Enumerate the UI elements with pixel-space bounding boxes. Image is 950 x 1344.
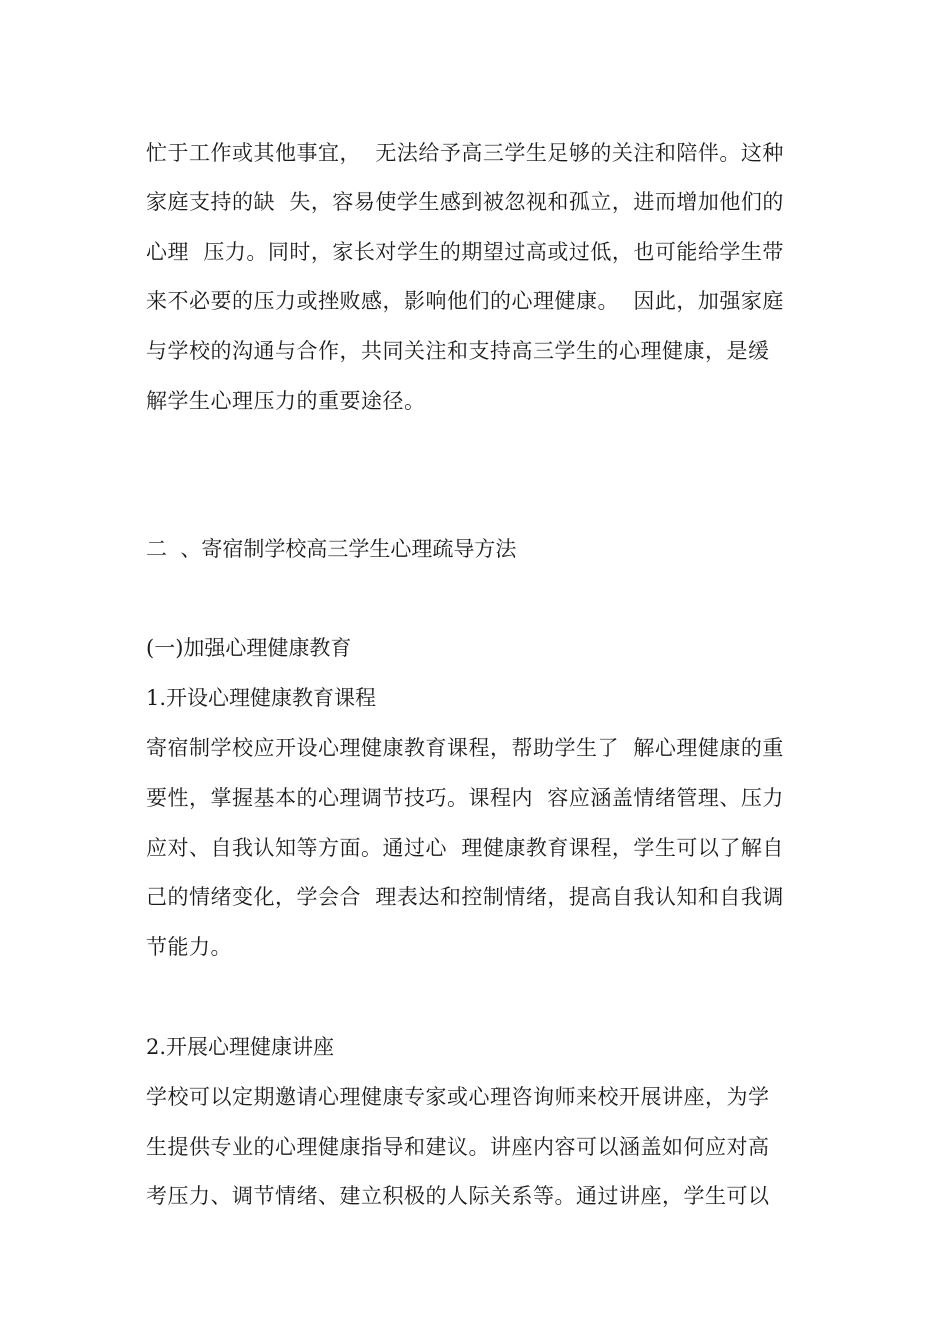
paragraph-line: 与学校的沟通与合作，共同关注和支持高三学生的心理健康，是缓 — [146, 339, 770, 363]
paragraph-line: 考压力、调节情绪、建立积极的人际关系等。通过讲座，学生可以 — [146, 1184, 770, 1208]
section-heading: 二 、寄宿制学校高三学生心理疏导方法 — [146, 537, 517, 561]
sub-heading: (一)加强心理健康教育 — [146, 636, 352, 660]
paragraph-line: 寄宿制学校应开设心理健康教育课程，帮助学生了 解心理健康的重 — [146, 736, 784, 760]
paragraph-line: 解学生心理压力的重要途径。 — [146, 389, 426, 413]
paragraph-line: 家庭支持的缺 失，容易使学生感到被忽视和孤立，进而增加他们的 — [146, 190, 784, 214]
paragraph-line: 己的情绪变化，学会合 理表达和控制情绪，提高自我认知和自我调 — [146, 885, 784, 909]
paragraph-line: 要性，掌握基本的心理调节技巧。课程内 容应涵盖情绪管理、压力 — [146, 786, 784, 810]
paragraph-line: 生提供专业的心理健康指导和建议。讲座内容可以涵盖如何应对高 — [146, 1135, 770, 1159]
item-title: 2.开展心理健康讲座 — [146, 1035, 335, 1059]
paragraph-line: 节能力。 — [146, 935, 232, 959]
paragraph-line: 心理 压力。同时，家长对学生的期望过高或过低，也可能给学生带 — [146, 240, 784, 264]
paragraph-line: 忙于工作或其他事宜， 无法给予高三学生足够的关注和陪伴。这种 — [146, 141, 784, 165]
paragraph-line: 来不必要的压力或挫败感，影响他们的心理健康。 因此，加强家庭 — [146, 289, 784, 313]
paragraph-line: 学校可以定期邀请心理健康专家或心理咨询师来校开展讲座，为学 — [146, 1085, 770, 1109]
paragraph-line: 应对、自我认知等方面。通过心 理健康教育课程，学生可以了解自 — [146, 836, 784, 860]
item-title: 1.开设心理健康教育课程 — [146, 686, 377, 710]
